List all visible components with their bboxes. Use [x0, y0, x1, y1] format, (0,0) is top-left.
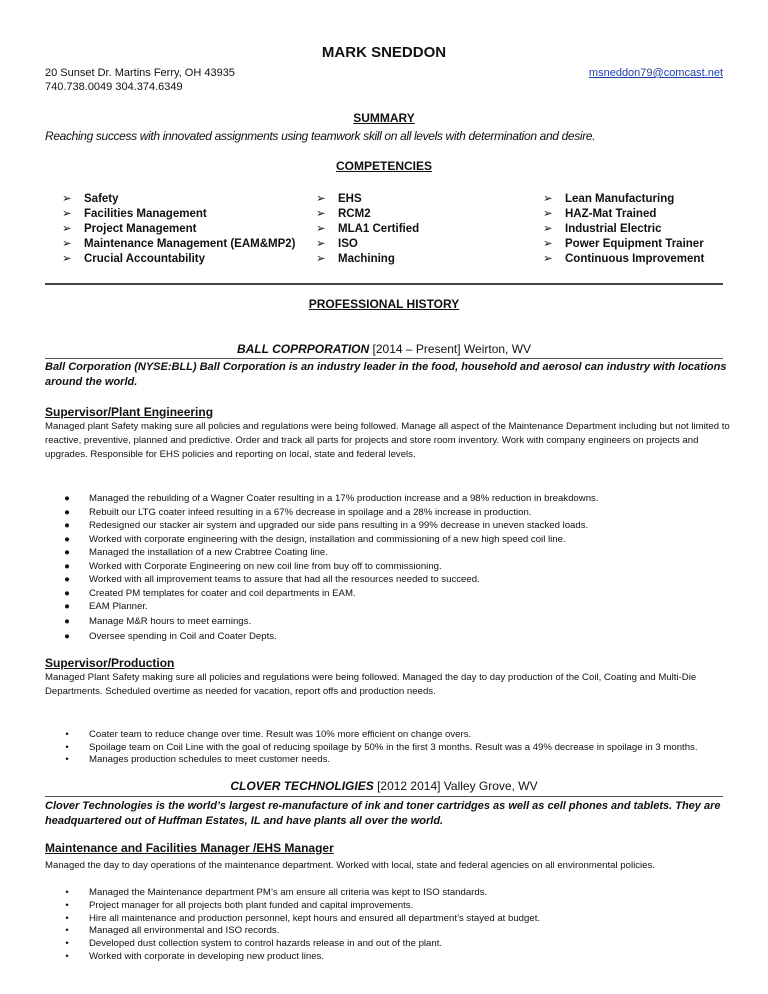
arrow-bullet-icon: ➢ — [316, 253, 326, 265]
company-description: Ball Corporation (NYSE:BLL) Ball Corporation is an industry leader in the food, household and aerosol can industry with locations around the world. — [45, 361, 727, 388]
bullet-icon: ● — [64, 506, 70, 518]
competencies-heading: COMPETENCIES — [335, 159, 432, 173]
arrow-bullet-icon: ➢ — [316, 208, 326, 220]
list-item: • Managed the Maintenance department PM’s am ensure all criteria was kept to ISO standards. — [45, 887, 540, 900]
list-item: ● Oversee spending in Coil and Coater Depts. — [45, 629, 599, 644]
divider — [45, 358, 723, 359]
list-item: ● Worked with Corporate Engineering on new coil line from buy off to commissioning. — [45, 560, 599, 574]
bullet-icon: • — [65, 754, 69, 765]
bullet-icon: ● — [64, 630, 70, 642]
bullet-icon: • — [65, 887, 69, 898]
arrow-bullet-icon: ➢ — [543, 193, 553, 205]
role-title: Supervisor/Production — [45, 656, 175, 670]
bullet-icon: ● — [64, 587, 70, 599]
history-heading: PROFESSIONAL HISTORY — [308, 297, 460, 311]
bullet-icon: • — [65, 741, 69, 753]
list-item: ● Rebuilt our LTG coater infeed resulting in a 67% decrease in spoilage and a 28% increase in production. — [45, 506, 599, 520]
arrow-bullet-icon: ➢ — [62, 238, 72, 250]
company-heading-clover: CLOVER TECHNOLIGIES [2012 2014] Valley Grove, WV — [230, 779, 538, 793]
list-item: • Project manager for all projects both plant funded and capital improvements. — [45, 900, 540, 913]
arrow-bullet-icon: ➢ — [543, 238, 553, 250]
bullet-icon: • — [65, 729, 69, 740]
bullet-icon: • — [65, 938, 69, 950]
competency-item: ➢ Machining — [316, 253, 395, 265]
role-title: Maintenance and Facilities Manager /EHS Manager — [45, 841, 334, 855]
list-item: • Coater team to reduce change over time. Result was 10% more efficient on change overs. — [45, 729, 698, 742]
list-item: ● EAM Planner. — [45, 600, 599, 614]
arrow-bullet-icon: ➢ — [62, 208, 72, 220]
competency-item: ➢ MLA1 Certified — [316, 223, 420, 235]
list-item: ● Worked with all improvement teams to assure that had all the resources needed to succeed. — [45, 573, 599, 587]
role-summary: Managed Plant Safety making sure all policies and regulations were being followed. Managed the day to day production of the Coil, Coating and Multi-Die Departments. Scheduled overtime as needed for vacation, report offs and production needs. — [45, 672, 697, 697]
arrow-bullet-icon: ➢ — [62, 223, 72, 235]
bullet-icon: ● — [64, 547, 70, 558]
list-item: ● Managed the rebuilding of a Wagner Coater resulting in a 17% production increase and a 98% reduction in breakdowns. — [45, 492, 599, 506]
list-item: ● Redesigned our stacker air system and upgraded our side pans resulting in a 99% decrease in uneven stacked loads. — [45, 519, 599, 533]
competency-item: ➢ Power Equipment Trainer — [543, 238, 704, 250]
arrow-bullet-icon: ➢ — [316, 193, 326, 205]
phone-numbers: 740.738.0049 304.374.6349 — [45, 81, 183, 93]
resume-name: MARK SNEDDON — [321, 44, 447, 61]
competency-item: ➢ Lean Manufacturing — [543, 193, 675, 205]
address: 20 Sunset Dr. Martins Ferry, OH 43935 — [45, 67, 235, 79]
list-item: • Spoilage team on Coil Line with the goal of reducing spoilage by 50% in the first 3 months. Result was a 49% decrease in spoilage in 3 months. — [45, 742, 698, 755]
email-link[interactable]: msneddon79@comcast.net — [588, 67, 723, 79]
list-item: ● Created PM templates for coater and coil departments in EAM. — [45, 587, 599, 601]
summary-heading: SUMMARY — [353, 111, 415, 125]
arrow-bullet-icon: ➢ — [316, 238, 326, 250]
role-summary: Managed plant Safety making sure all policies and regulations were being followed. Manage all aspect of the Maintenance Department including but not limited to reactive, preventive, planned and predictive. Order and track all parts for projects and store room inventory. Work with company engineers on projects and upgrades. Responsible for EHS policies and reporting on local, state and federal levels. — [45, 421, 730, 460]
role-title: Supervisor/Plant Engineering — [45, 405, 214, 419]
summary-text: Reaching success with innovated assignments using teamwork skill on all levels with determination and desire. — [45, 129, 596, 143]
competency-item: ➢ Safety — [62, 193, 119, 205]
competency-item: ➢ Industrial Electric — [543, 223, 662, 235]
achievement-list — [45, 492, 599, 644]
bullet-icon: • — [65, 912, 69, 924]
competency-item: ➢ Maintenance Management (EAM&MP2) — [62, 238, 296, 250]
competency-item: ➢ EHS — [316, 193, 362, 205]
competency-item: ➢ HAZ-Mat Trained — [543, 208, 657, 220]
bullet-icon: ● — [64, 574, 70, 585]
competency-item: ➢ Facilities Management — [62, 208, 207, 220]
list-item: ● Worked with corporate engineering with the design, installation and commissioning of a new high speed coil line. — [45, 533, 599, 547]
arrow-bullet-icon: ➢ — [316, 223, 326, 235]
achievement-list — [45, 887, 540, 964]
arrow-bullet-icon: ➢ — [543, 208, 553, 220]
arrow-bullet-icon: ➢ — [543, 223, 553, 235]
divider — [45, 283, 723, 285]
list-item: • Managed all environmental and ISO records. — [45, 925, 540, 938]
competencies-column-3 — [543, 192, 704, 267]
competency-item: ➢ Continuous Improvement — [543, 253, 705, 265]
competency-item: ➢ Crucial Accountability — [62, 253, 205, 265]
competency-item: ➢ ISO — [316, 238, 358, 250]
achievement-list — [45, 729, 698, 767]
list-item: • Developed dust collection system to control hazards release in and out of the plant. — [45, 938, 540, 951]
company-description: Clover Technologies is the world’s largest re-manufacture of ink and toner cartridges as well as cell phones and tablets. They are headquartered out of Huffman Estates, IL and have plants all over the world. — [45, 800, 721, 827]
bullet-icon: • — [65, 950, 69, 962]
bullet-icon: ● — [64, 560, 70, 572]
bullet-icon: ● — [64, 533, 70, 545]
role-summary: Managed the day to day operations of the maintenance department. Worked with local, state and federal agencies on all environmental policies. — [45, 860, 655, 871]
list-item: • Hire all maintenance and production personnel, kept hours and ensured all department’s stayed at budget. — [45, 913, 540, 926]
bullet-icon: ● — [64, 493, 70, 504]
bullet-icon: ● — [64, 601, 70, 612]
competency-item: ➢ Project Management — [62, 223, 197, 235]
bullet-icon: ● — [64, 520, 70, 531]
list-item: ● Managed the installation of a new Crabtree Coating line. — [45, 546, 599, 560]
arrow-bullet-icon: ➢ — [62, 253, 72, 265]
list-item: ● Manage M&R hours to meet earnings. — [45, 614, 599, 629]
bullet-icon: ● — [64, 615, 70, 627]
arrow-bullet-icon: ➢ — [543, 253, 553, 265]
bullet-icon: • — [65, 925, 69, 937]
company-heading-ball: BALL COPRPORATION [2014 – Present] Weirton, WV — [236, 342, 532, 356]
list-item: • Worked with corporate in developing new product lines. — [45, 951, 540, 964]
competencies-column-1 — [62, 192, 296, 267]
arrow-bullet-icon: ➢ — [62, 193, 72, 205]
competency-item: ➢ RCM2 — [316, 208, 371, 220]
list-item: • Manages production schedules to meet customer needs. — [45, 754, 698, 767]
divider — [45, 796, 723, 797]
bullet-icon: • — [65, 899, 69, 911]
competencies-column-2 — [316, 192, 419, 267]
